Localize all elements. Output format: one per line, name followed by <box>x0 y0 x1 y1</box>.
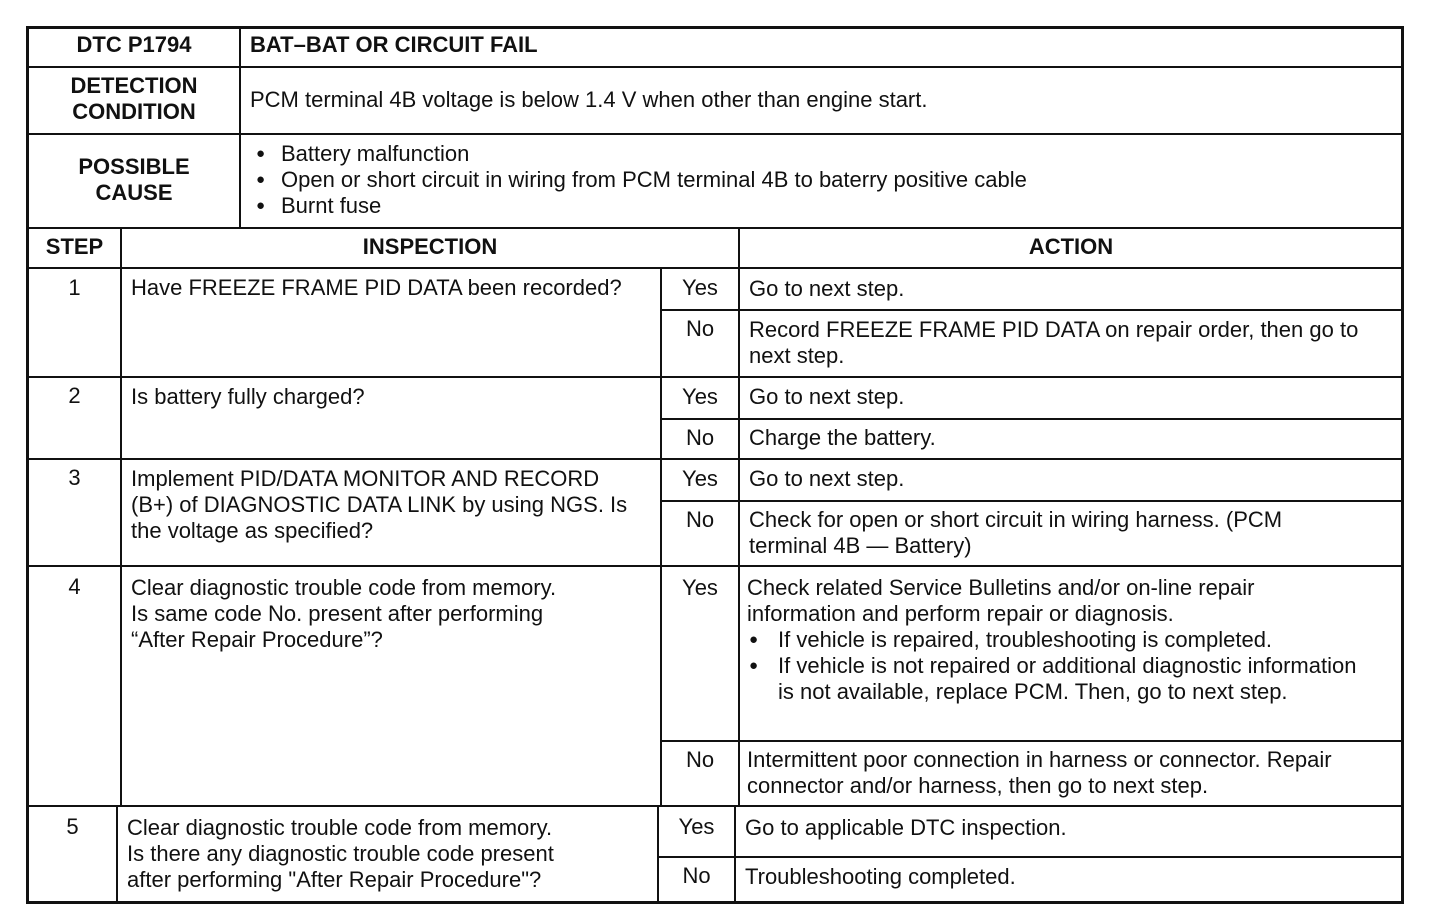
yes-action <box>738 575 1378 705</box>
yes-label: Yes <box>678 814 715 839</box>
no-label: No <box>685 507 715 532</box>
yes-action: Go to next step. <box>749 466 905 491</box>
rule <box>28 458 1402 460</box>
inspection-line: Clear diagnostic trouble code from memory. <box>127 815 553 840</box>
yes-label: Yes <box>682 275 718 300</box>
step-inspection: Have FREEZE FRAME PID DATA been recorded? <box>131 275 622 300</box>
step-inspection: Is battery fully charged? <box>131 384 365 409</box>
yes-action-text: Check related Service Bulletins and/or on-line repair information and perform repair or diagnosis. <box>747 575 1255 626</box>
no-action: Check for open or short circuit in wiring harness. (PCM terminal 4B — Battery) <box>749 507 1283 558</box>
inspection-line: after performing "After Repair Procedure"? <box>127 867 542 892</box>
cause-item: ● Battery malfunction <box>250 141 1391 167</box>
yes-label: Yes <box>682 466 718 491</box>
step-inspection <box>122 575 652 653</box>
rule <box>28 66 1402 68</box>
step-number: 2 <box>68 383 81 408</box>
yes-action: Go to next step. <box>749 276 905 301</box>
no-label: No <box>685 747 715 772</box>
no-action: Troubleshooting completed. <box>745 864 1016 889</box>
step-number: 4 <box>68 574 81 599</box>
rule <box>28 267 1402 269</box>
step-inspection <box>118 815 653 893</box>
possible-cause-label <box>29 154 239 206</box>
inspection-line: Is same code No. present after performing <box>131 601 544 626</box>
cause-item: ● Open or short circuit in wiring from PCM terminal 4B to baterry positive cable <box>250 167 1391 193</box>
detection-label-line2: CONDITION <box>72 99 196 124</box>
yes-label: Yes <box>682 384 718 409</box>
yes-action: Go to next step. <box>749 384 905 409</box>
rule <box>28 227 1402 229</box>
column-header-step: STEP <box>45 234 104 259</box>
rule <box>662 500 1402 502</box>
action-bullet: ● If vehicle is repaired, troubleshooting is completed. <box>747 627 1378 653</box>
yes-label: Yes <box>682 575 718 600</box>
detection-condition-text: PCM terminal 4B voltage is below 1.4 V when other than engine start. <box>250 87 928 112</box>
no-action: Intermittent poor connection in harness or connector. Repair connector and/or harness, then go to next step. <box>747 747 1332 798</box>
column-header-inspection: INSPECTION <box>362 234 498 259</box>
no-label: No <box>685 316 715 341</box>
cause-item: ● Burnt fuse <box>250 193 1391 219</box>
detection-label-line1: DETECTION <box>70 73 198 98</box>
possible-cause-list <box>241 141 1391 219</box>
rule <box>662 740 1402 742</box>
step-inspection: Implement PID/DATA MONITOR AND RECORD (B+) of DIAGNOSTIC DATA LINK by using NGS. Is the voltage as specified? <box>131 466 628 543</box>
rule <box>28 565 1402 567</box>
no-action: Record FREEZE FRAME PID DATA on repair order, then go to next step. <box>749 317 1359 368</box>
inspection-line: Is there any diagnostic trouble code present <box>127 841 554 866</box>
rule <box>28 805 1402 807</box>
dtc-title: BAT–BAT OR CIRCUIT FAIL <box>250 32 538 57</box>
no-label: No <box>682 863 711 888</box>
dtc-code-label: DTC P1794 <box>76 32 192 57</box>
cause-label-line2: CAUSE <box>95 180 173 205</box>
action-bullet: ● If vehicle is not repaired or additional diagnostic information is not available, replace PCM. Then, go to next step. <box>747 653 1378 705</box>
no-label: No <box>685 425 715 450</box>
rule <box>662 309 1402 311</box>
rule <box>658 856 1402 858</box>
step-number: 5 <box>66 814 79 839</box>
rule <box>662 418 1402 420</box>
cause-label-line1: POSSIBLE <box>78 154 190 179</box>
column-header-action: ACTION <box>1028 234 1114 259</box>
yes-action: Go to applicable DTC inspection. <box>745 815 1067 840</box>
rule <box>28 376 1402 378</box>
inspection-line: “After Repair Procedure”? <box>131 627 383 652</box>
rule <box>28 133 1402 135</box>
rule <box>660 268 662 806</box>
no-action: Charge the battery. <box>749 425 936 450</box>
detection-condition-label <box>29 73 239 125</box>
step-number: 3 <box>68 465 81 490</box>
inspection-line: Clear diagnostic trouble code from memory. <box>131 575 557 600</box>
step-number: 1 <box>68 275 81 300</box>
